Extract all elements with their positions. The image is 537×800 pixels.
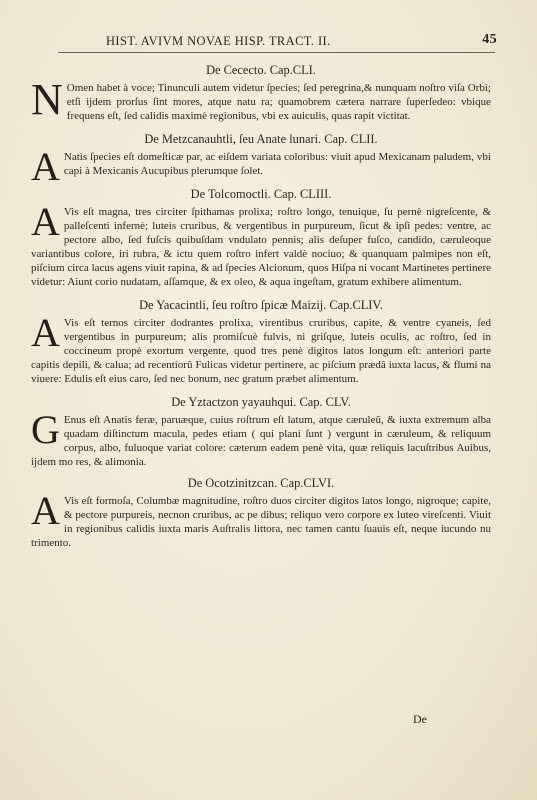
chapter-text xyxy=(31,310,491,386)
drop-cap: G xyxy=(31,407,60,452)
drop-cap: A xyxy=(31,488,60,533)
chapter-heading: De Yztactzon yayauhqui. Cap. CLV. xyxy=(171,395,351,409)
chapter-heading: De Cececto. Cap.CLI. xyxy=(206,63,316,77)
drop-cap: A xyxy=(31,144,60,189)
chapter-152 xyxy=(31,131,491,189)
chapter-heading: De Tolcomoctli. Cap. CLIII. xyxy=(190,187,332,201)
chapter-body: Enus eſt Anatis feræ, paruæque, cuius roſtrum eſt latum, atque cæruleũ, & iuxta extremum alba quadam diſtinctum macula, pedes etiam ( qui plani ſunt ) vergunt in cæruleum, & reliquum corpus, albo, fuluoque variat colore: cæterum eadem penè vita, quæ reliquis lacuſtribus Auibus, ijdem mo res, & alimonia. xyxy=(31,414,491,468)
header-rule xyxy=(58,52,495,53)
chapter-text xyxy=(31,488,491,550)
chapter-body: Natis ſpecies eſt domeſticæ par, ac eiſdem variata coloribus: viuit apud Mexicanam paludem, vbi capi à Mexicanis Aucupibus plerumque ſolet. xyxy=(63,151,491,177)
text-block xyxy=(31,58,491,550)
drop-cap: N xyxy=(31,75,63,124)
drop-cap: A xyxy=(31,199,60,244)
chapter-156 xyxy=(31,475,491,550)
chapter-text xyxy=(31,199,491,289)
chapter-body: Vis eſt magna, tres circiter ſpithamas prolixa; roſtro longo, tenuique, ſu pernè nigreſcente, & palleſcenti infernè; luteis cruribus, & vergentibus in purpureum, ſicut & ipſi pedes: ventre, ac pectore albo, ſed fuſcis quibuſdam vndulato pennis; alis deſuper fuſco, candido, cæruleoque variantibus colore, iri rubra, & ictu quem roſtro infert valdè nociuo; & quanquam palmipes non eſt, piſcium circa lacus agens viuit rapina, & ad ſpecies Alcionum, quos Hiſpa ni vocant Martinetes pertinere videtur: Aiunt corio nudatam, aſſamque, & ex oleo, & aqua ingeſtam, gratum exhibere alimentum. xyxy=(31,206,491,288)
chapter-154 xyxy=(31,297,491,386)
chapter-text xyxy=(31,407,491,469)
chapter-body: Vis eſt formoſa, Columbæ magnitudine, roſtro duos circiter digitos latos longo, nigroque; capite, & pectore purpureis, necnon cruribus, ac pe dibus; reliquo vero corpore ex luteo vireſcenti. Viuit in regionibus calidis iuxta maris Auſtralis littora, nec tamen cantu ſuauis eſt, neque iucundo nu trimento. xyxy=(31,495,491,549)
chapter-151 xyxy=(31,62,491,123)
chapter-heading: De Yacacintli, ſeu roſtro ſpicæ Maizij. Cap.CLIV. xyxy=(139,298,383,312)
running-title: HIST. AVIVM NOVAE HISP. TRACT. II. xyxy=(106,34,331,48)
chapter-153 xyxy=(31,186,491,289)
running-head xyxy=(58,34,497,50)
chapter-body: Omen habet à voce; Tinunculi autem videtur ſpecies; ſed peregrina,& nunquam noſtro viſa Orbi; etſi ijdem prorſus ſint mores, atque natu ra; quamobrem cætera narrare ſuperſedeo: vbique frequens eſt, ſed calidis maximè regionibus, vbi ex auiculis, quas rapit victitat. xyxy=(66,82,491,122)
chapter-text xyxy=(31,144,491,189)
page-number: 45 xyxy=(482,32,497,47)
chapter-body: Vis eſt ternos circiter dodrantes prolixa, virentibus cruribus, capite, & ventre cyaneis, ſed vergentibus in purpureum; alis promiſcuè fulvis, ni griſque, luteis oculis, ac roſtro, ſed in coccineum propè exortum vergente, quod tres penè digitos latos longum eſt: anteriori parte capitis depili, & calua; ad recentiorũ Fulicas videtur pertinere, ac piſcium prædâ iuxta lacus, & flumi na viuere: Edulis eſt eius caro, ſed nec bonum, nec gratum præbet alimentum. xyxy=(31,317,491,385)
chapter-155 xyxy=(31,394,491,469)
chapter-heading: De Ocotzinitzcan. Cap.CLVI. xyxy=(187,476,335,490)
chapter-text xyxy=(31,75,491,124)
chapter-heading: De Metzcanauhtli, ſeu Anate lunari. Cap. CLII. xyxy=(144,132,378,146)
drop-cap: A xyxy=(31,310,60,355)
catchword: De xyxy=(413,712,427,726)
